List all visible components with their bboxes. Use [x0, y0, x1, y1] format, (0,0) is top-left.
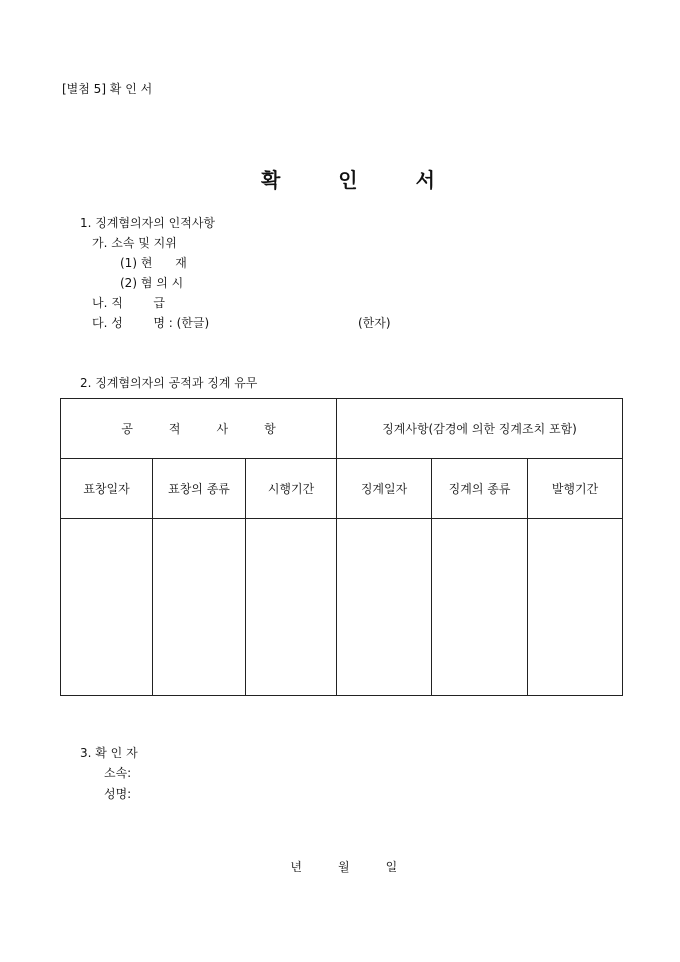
title-char: 확: [260, 168, 283, 192]
section3-heading: 3. 확 인 자: [80, 746, 138, 760]
affiliation-position-label: 가. 소속 및 지위: [92, 236, 177, 250]
rank-label: 나. 직 급: [92, 296, 165, 310]
section2-heading: 2. 징계혐의자의 공적과 징계 유무: [80, 376, 258, 390]
merit-header-char: 항: [264, 422, 276, 437]
title-char: 서: [415, 168, 437, 192]
table-cell[interactable]: [61, 519, 153, 696]
column-header: 징계의 종류: [432, 459, 528, 519]
title-char: 인: [338, 168, 360, 192]
discipline-header: 징계사항(감경에 의한 징계조치 포함): [337, 399, 623, 459]
table-cell[interactable]: [246, 519, 337, 696]
merit-header: [61, 399, 337, 459]
column-header: 발행기간: [528, 459, 623, 519]
merit-header-char: 공: [121, 422, 133, 437]
column-header: 징계일자: [337, 459, 432, 519]
table-cell[interactable]: [153, 519, 246, 696]
table-cell[interactable]: [528, 519, 623, 696]
document-title: [0, 140, 680, 193]
name-hanja-label: (한자): [358, 316, 391, 330]
confirmer-name-label: 성명:: [104, 787, 132, 801]
attachment-tag: [별첨 5] 확 인 서: [62, 82, 153, 96]
section1-heading: 1. 징계혐의자의 인적사항: [80, 216, 215, 230]
column-header: 표창의 종류: [153, 459, 246, 519]
month-label: 월: [338, 860, 350, 874]
at-allegation-label: (2) 혐 의 시: [120, 276, 184, 290]
column-header: 시행기간: [246, 459, 337, 519]
table-cell[interactable]: [337, 519, 432, 696]
date-line: [0, 844, 680, 875]
column-header: 표창일자: [61, 459, 153, 519]
merit-header-char: 적: [168, 422, 181, 437]
merit-header-char: 사: [216, 422, 229, 437]
year-label: 년: [290, 860, 303, 874]
current-label: (1) 현 재: [120, 256, 187, 270]
merit-discipline-table: [60, 398, 623, 696]
day-label: 일: [385, 860, 398, 874]
table-cell[interactable]: [432, 519, 528, 696]
name-korean-label: 다. 성 명 : (한글): [92, 316, 210, 330]
confirmer-affiliation-label: 소속:: [104, 766, 132, 780]
